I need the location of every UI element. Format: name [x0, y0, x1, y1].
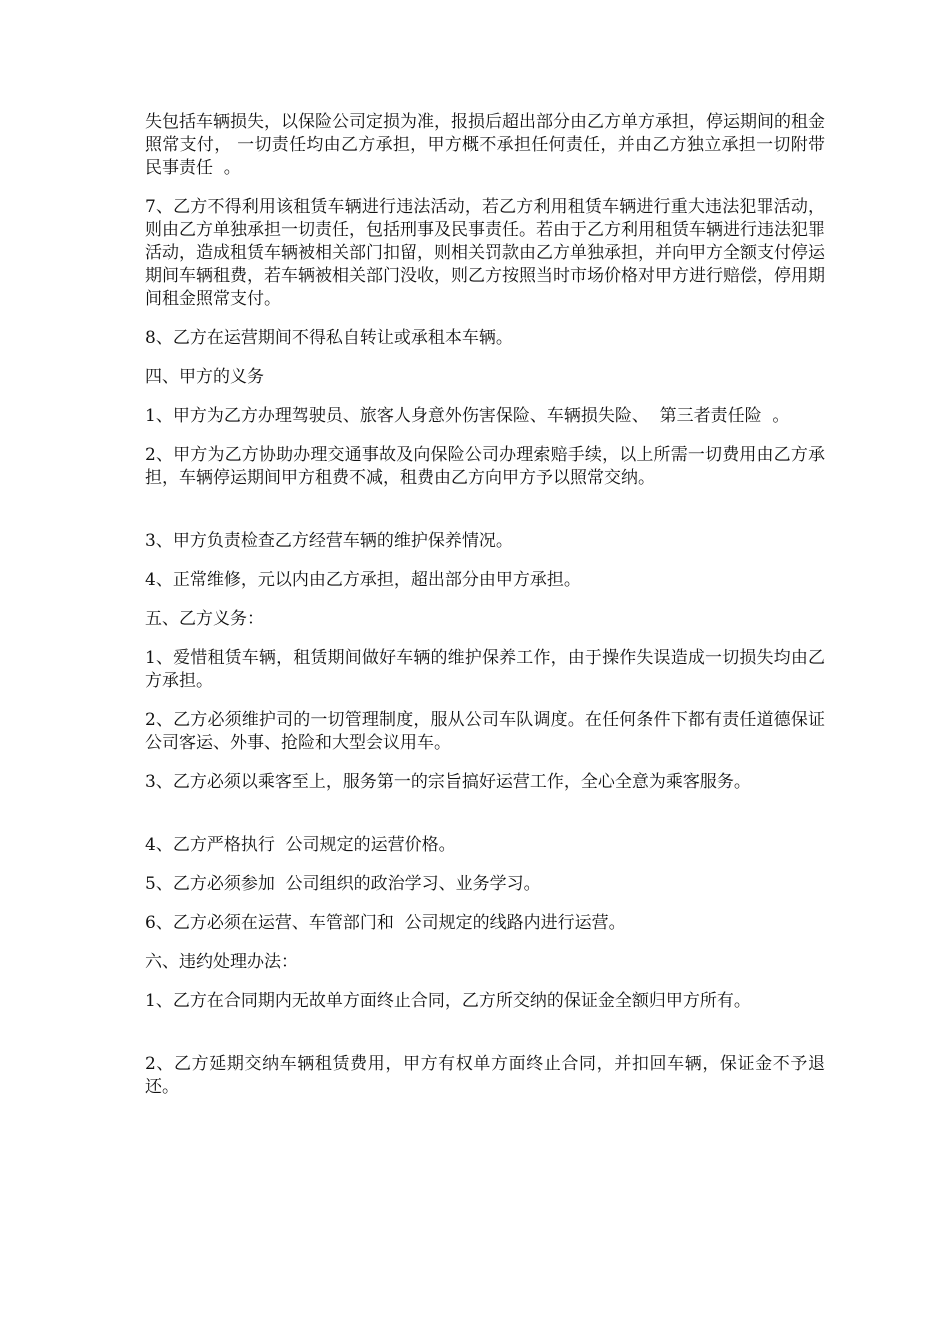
paragraph-party-b-6: 6、乙方必须在运营、车管部门和 公司规定的线路内进行运营。	[145, 913, 626, 933]
document-body	[145, 111, 836, 1115]
section-heading-party-a-obligations: 四、甲方的义务	[145, 367, 264, 387]
paragraph-party-b-1: 1、爱惜租赁车辆，租赁期间做好车辆的维护保养工作，由于操作失误造成一切损失均由乙方承担。	[145, 648, 825, 691]
paragraph-party-a-1: 1、甲方为乙方办理驾驶员、旅客人身意外伤害保险、车辆损失险、 第三者责任险 。	[145, 406, 790, 426]
paragraph-party-b-5: 5、乙方必须参加 公司组织的政治学习、业务学习。	[145, 874, 541, 894]
paragraph-party-b-3: 3、乙方必须以乘客至上，服务第一的宗旨搞好运营工作，全心全意为乘客服务。	[145, 772, 751, 792]
section-heading-party-b-obligations: 五、乙方义务：	[145, 609, 264, 629]
paragraph-continuation: 失包括车辆损失，以保险公司定损为准，报损后超出部分由乙方单方承担，停运期间的租金照常支付， 一切责任均由乙方承担，甲方概不承担任何责任，并由乙方独立承担一切附带 民事责任 。	[145, 112, 836, 178]
paragraph-party-b-4: 4、乙方严格执行 公司规定的运营价格。	[145, 835, 456, 855]
paragraph-clause-8: 8、乙方在运营期间不得私自转让或承租本车辆。	[145, 328, 513, 348]
section-heading-breach-handling: 六、违约处理办法：	[145, 952, 298, 972]
paragraph-breach-2: 2、乙方延期交纳车辆租赁费用，甲方有权单方面终止合同，并扣回车辆，保证金不予退还。	[145, 1054, 825, 1097]
paragraph-clause-7: 7、乙方不得利用该租赁车辆进行违法活动，若乙方利用租赁车辆进行重大违法犯罪活动，则由乙方单独承担一切责任，包括刑事及民事责任。若由于乙方利用租赁车辆进行违法犯罪活动，造成租赁车辆被相关部门扣留，则相关罚款由乙方单独承担，并向甲方全额支付停运期间车辆租费，若车辆被相关部门没收，则乙方按照当时市场价格对甲方进行赔偿，停用期间租金照常支付。	[145, 197, 825, 309]
paragraph-party-a-4: 4、正常维修，元以内由乙方承担，超出部分由甲方承担。	[145, 570, 581, 590]
paragraph-party-b-2: 2、乙方必须维护司的一切管理制度，服从公司车队调度。在任何条件下都有责任道德保证公司客运、外事、抢险和大型会议用车。	[145, 710, 825, 753]
paragraph-party-a-2: 2、甲方为乙方协助办理交通事故及向保险公司办理索赔手续，以上所需一切费用由乙方承担，车辆停运期间甲方租费不减，租费由乙方向甲方予以照常交纳。	[145, 445, 825, 488]
paragraph-party-a-3: 3、甲方负责检查乙方经营车辆的维护保养情况。	[145, 531, 513, 551]
paragraph-breach-1: 1、乙方在合同期内无故单方面终止合同，乙方所交纳的保证金全额归甲方所有。	[145, 991, 751, 1011]
